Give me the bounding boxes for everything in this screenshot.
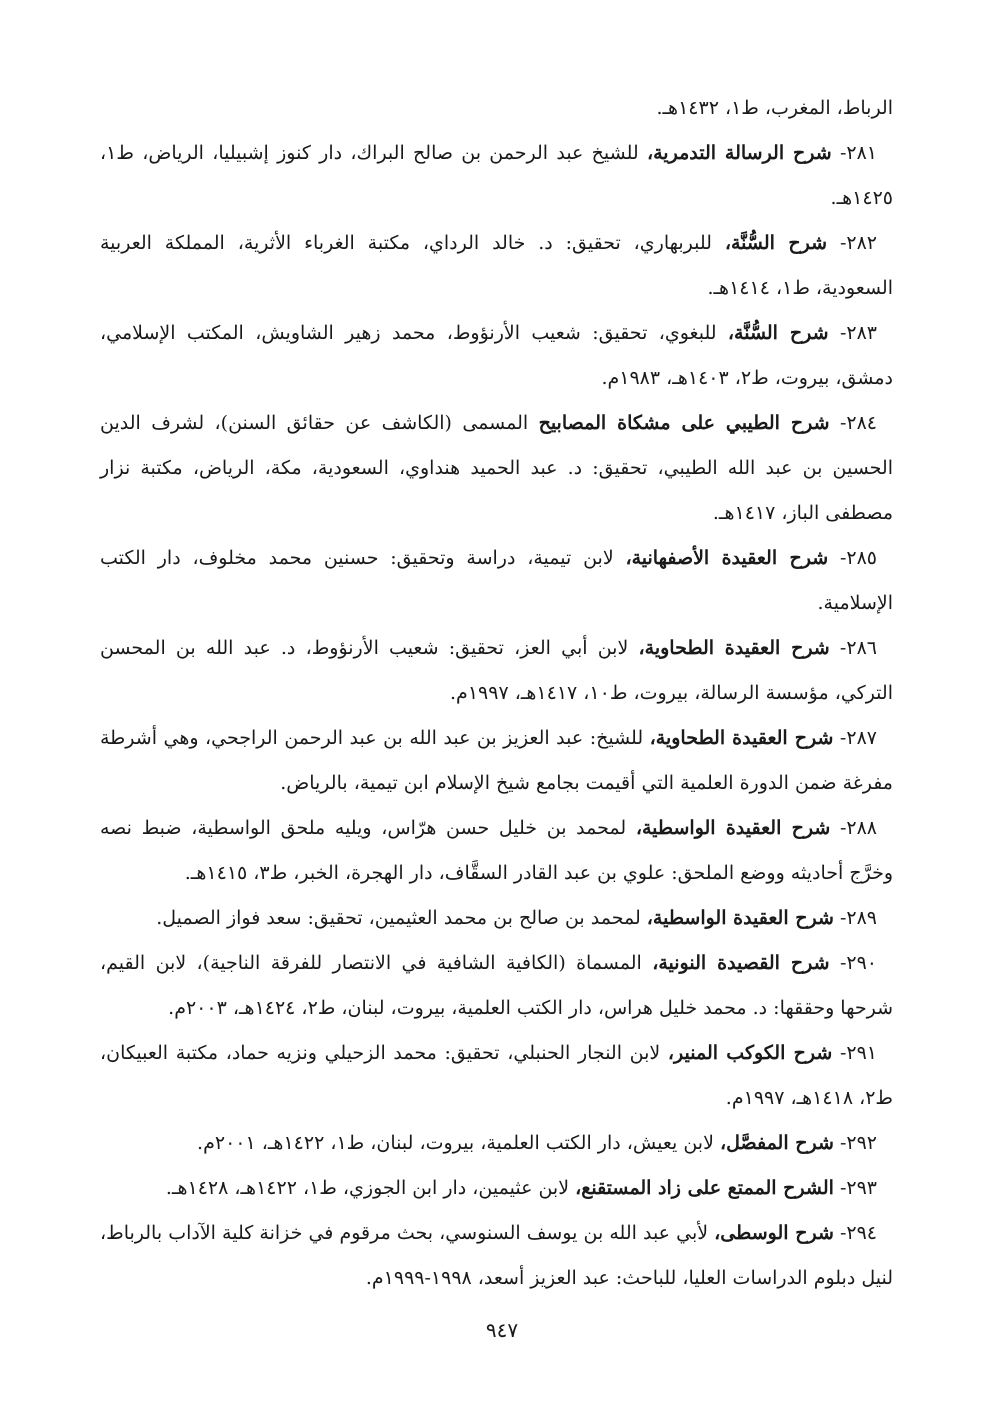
continuation-text: الرباط، المغرب، ط١، ١٤٣٢هـ. (656, 97, 893, 119)
bibliography-entry (100, 1211, 893, 1301)
entry-title: شرح العقيدة الواسطية، (646, 907, 834, 929)
bibliography-entry (100, 1031, 893, 1121)
entry-number: ٢٩٠- (829, 952, 877, 974)
bibliography-page (100, 86, 893, 1301)
entry-details: للشيخ عبد الرحمن بن صالح البراك، دار كنوز إشبيليا، الرياض، ط١، ١٤٢٥هـ. (100, 142, 893, 209)
bibliography-entry (100, 131, 893, 221)
bibliography-entry (100, 716, 893, 806)
bibliography-entry (100, 896, 893, 941)
entry-number: ٢٨١- (831, 142, 877, 164)
entry-title: شرح السُّنَّة، (727, 322, 829, 344)
entry-details: لابن أبي العز، تحقيق: شعيب الأرنؤوط، د. عبد الله بن المحسن التركي، مؤسسة الرسالة، بيروت، ط١٠، ١٤١٧هـ، ١٩٩٧م. (100, 637, 893, 704)
entry-number: ٢٩١- (832, 1042, 877, 1064)
entry-details: لابن يعيش، دار الكتب العلمية، بيروت، لبنان، ط١، ١٤٢٢هـ، ٢٠٠١م. (197, 1132, 720, 1154)
entry-details: المسماة (الكافية الشافية في الانتصار للفرقة الناجية)، لابن القيم، شرحها وحققها: د. محمد خليل هراس، دار الكتب العلمية، بيروت، لبنان، ط٢، ١٤٢٤هـ، ٢٠٠٣م. (100, 952, 893, 1019)
bibliography-entry (100, 311, 893, 401)
entry-number: ٢٨٨- (830, 817, 878, 839)
entry-title: شرح الكوكب المنير، (667, 1042, 833, 1064)
entry-title: الشرح الممتع على زاد المستقنع، (575, 1177, 834, 1199)
page-number: ٩٤٧ (485, 1318, 519, 1342)
entry-details: المسمى (الكاشف عن حقائق السنن)، لشرف الدين الحسين بن عبد الله الطيبي، تحقيق: د. عبد الحميد هنداوي، السعودية، مكة، الرياض، مكتبة نزار مصطفى الباز، ١٤١٧هـ. (100, 412, 893, 524)
entry-details: لابن عثيمين، دار ابن الجوزي، ط١، ١٤٢٢هـ، ١٤٢٨هـ. (165, 1177, 576, 1199)
entry-details: لأبي عبد الله بن يوسف السنوسي، بحث مرقوم في خزانة كلية الآداب بالرباط، لنيل دبلوم الدراسات العليا، للباحث: عبد العزيز أسعد، ١٩٩٨-١٩٩٩م. (100, 1222, 893, 1289)
entry-details: لمحمد بن صالح بن محمد العثيمين، تحقيق: سعد فواز الصميل. (156, 907, 647, 929)
entry-number: ٢٩٣- (833, 1177, 877, 1199)
entry-details: للبغوي، تحقيق: شعيب الأرنؤوط، محمد زهير الشاويش، المكتب الإسلامي، دمشق، بيروت، ط٢، ١٤٠٣هـ، ١٩٨٣م. (100, 322, 893, 389)
entry-title: شرح القصيدة النونية، (652, 952, 830, 974)
entry-title: شرح العقيدة الطحاوية، (638, 637, 830, 659)
entry-title: شرح العقيدة الأصفهانية، (625, 547, 829, 569)
entry-title: شرح الطيبي على مشكاة المصابيح (538, 412, 830, 434)
entry-details: لابن تيمية، دراسة وتحقيق: حسنين محمد مخلوف، دار الكتب الإسلامية. (100, 547, 893, 614)
entry-details: للشيخ: عبد العزيز بن عبد الله بن عبد الرحمن الراجحي، وهي أشرطة مفرغة ضمن الدورة العلمية التي أقيمت بجامع شيخ الإسلام ابن تيمية، بالرياض. (100, 727, 893, 794)
entry-number: ٢٨٥- (828, 547, 878, 569)
entry-number: ٢٩٤- (833, 1222, 878, 1244)
bibliography-entry (100, 1166, 893, 1211)
entry-title: شرح الوسطى، (714, 1222, 834, 1244)
entry-number: ٢٨٩- (833, 907, 877, 929)
entry-details: لابن النجار الحنبلي، تحقيق: محمد الزحيلي ونزيه حماد، مكتبة العبيكان، ط٢، ١٤١٨هـ، ١٩٩٧م. (100, 1042, 893, 1109)
entry-number: ٢٨٤- (829, 412, 877, 434)
bibliography-list (100, 131, 893, 1301)
entry-title: شرح السُّنَّة، (724, 232, 828, 254)
entry-number: ٢٨٧- (833, 727, 877, 749)
entry-number: ٢٨٦- (829, 637, 877, 659)
entry-details: لمحمد بن خليل حسن هرّاس، ويليه ملحق الواسطية، ضبط نصه وخرَّج أحاديثه ووضع الملحق: علوي بن عبد القادر السقَّاف، دار الهجرة، الخبر، ط٣، ١٤١٥هـ. (100, 817, 893, 884)
entry-details: للبربهاري، تحقيق: د. خالد الرداي، مكتبة الغرباء الأثرية، المملكة العربية السعودية، ط١، ١٤١٤هـ. (100, 232, 893, 299)
bibliography-entry (100, 221, 893, 311)
entry-title: شرح العقيدة الواسطية، (635, 817, 831, 839)
bibliography-entry (100, 626, 893, 716)
bibliography-entry (100, 536, 893, 626)
entry-number: ٢٩٢- (833, 1132, 877, 1154)
bibliography-entry (100, 806, 893, 896)
entry-title: شرح العقيدة الطحاوية، (649, 727, 834, 749)
entry-number: ٢٨٣- (828, 322, 877, 344)
entry-title: شرح المفصَّل، (719, 1132, 834, 1154)
entry-title: شرح الرسالة التدمرية، (646, 142, 832, 164)
entry-number: ٢٨٢- (827, 232, 877, 254)
bibliography-entry (100, 401, 893, 536)
bibliography-entry (100, 941, 893, 1031)
bibliography-entry (100, 1121, 893, 1166)
